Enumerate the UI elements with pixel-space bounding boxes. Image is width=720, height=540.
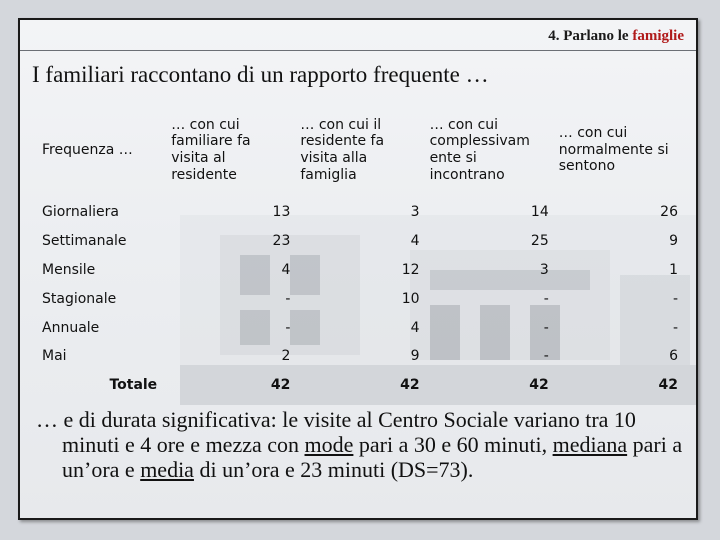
slide <box>18 18 698 520</box>
table-cell: 1 <box>669 261 678 278</box>
summary-text-part: pari a un’ora e <box>62 431 683 482</box>
total-label: Totale <box>109 377 158 394</box>
table-cell: 26 <box>660 204 678 221</box>
total-cell: 42 <box>400 377 420 394</box>
frequency-table <box>38 102 684 400</box>
row-label: Mai <box>42 348 67 365</box>
table-row <box>38 227 684 256</box>
header-divider <box>20 50 696 51</box>
header-title-highlight: famiglie <box>632 28 684 44</box>
row-label: Mensile <box>42 261 96 278</box>
table-row <box>38 256 684 285</box>
table-header-row <box>38 102 684 198</box>
summary-text-part: … e di durata significativa: le visite al Centro Sociale variano tra 10 minuti e 4 ore e mezza con <box>36 407 636 457</box>
table-cell: - <box>672 319 678 336</box>
table-cell: 10 <box>401 290 420 307</box>
table-cell: 3 <box>539 261 549 278</box>
table-total-row <box>38 371 684 400</box>
table-row <box>38 198 684 227</box>
table-cell: 25 <box>530 233 549 250</box>
table-cell: 6 <box>669 348 678 365</box>
total-cell: 42 <box>658 377 678 394</box>
header-title-prefix: 4. Parlano le <box>548 28 629 44</box>
table-row <box>38 342 684 371</box>
row-label: Stagionale <box>42 290 117 307</box>
table-cell: - <box>285 290 291 307</box>
row-label: Annuale <box>42 319 100 336</box>
row-label: Giornaliera <box>42 204 119 221</box>
table-cell: 3 <box>410 204 420 221</box>
term-media: media <box>140 456 194 482</box>
summary-paragraph <box>36 408 686 483</box>
column-header-si-incontrano: … con cui complessivam ente si incontrano <box>429 116 530 183</box>
table-cell: 13 <box>272 204 291 221</box>
table-cell: 4 <box>281 261 291 278</box>
column-header-frequenza: Frequenza … <box>42 141 133 158</box>
table-cell: 4 <box>410 319 420 336</box>
slide-subtitle: I familiari raccontano di un rapporto frequente … <box>32 62 489 87</box>
total-cell: 42 <box>270 377 291 394</box>
table-cell: - <box>543 290 549 307</box>
table-cell: 4 <box>410 233 420 250</box>
table-cell: 23 <box>272 233 291 250</box>
term-mediana: mediana <box>552 431 628 457</box>
table-cell: - <box>543 348 549 365</box>
table-row <box>38 284 684 313</box>
table-cell: 14 <box>530 204 549 221</box>
table-row <box>38 313 684 342</box>
summary-text-part: di un’ora e 23 minuti (DS=73). <box>193 456 474 482</box>
slide-header-title <box>548 28 684 45</box>
table-cell: - <box>285 319 291 336</box>
table-cell: 12 <box>401 261 420 278</box>
column-header-familiare-visita: … con cui familiare fa visita al residente <box>171 116 251 183</box>
table-cell: 9 <box>410 348 420 365</box>
table-cell: - <box>672 290 678 307</box>
total-cell: 42 <box>529 377 549 394</box>
row-label: Settimanale <box>42 233 127 250</box>
table-cell: 2 <box>281 348 291 365</box>
table-cell: 9 <box>669 233 678 250</box>
table-cell: - <box>543 319 549 336</box>
summary-text-part: pari a 30 e 60 minuti, <box>353 431 553 457</box>
column-header-residente-visita: … con cui il residente fa visita alla famiglia <box>300 116 385 183</box>
column-header-si-sentono: … con cui normalmente si sentono <box>558 125 669 175</box>
term-mode: mode <box>304 431 354 457</box>
